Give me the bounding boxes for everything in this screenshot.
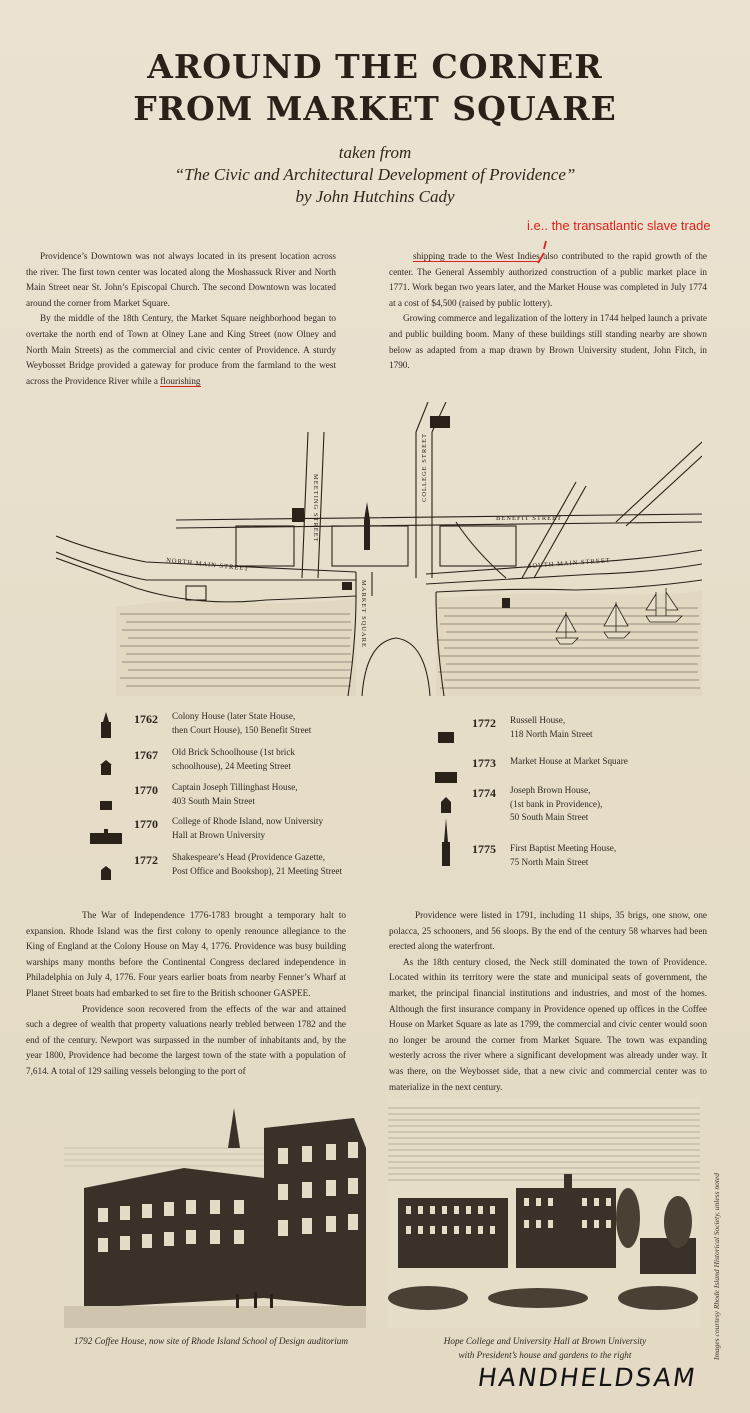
intro-left-paragraph-1: Providence’s Downtown was not always located in its present location across the river. The first town center was located along the Moshassuck River and North Main Street near St. John’s Episcopal Church. The second Downtown was located around the corner from Market Square. <box>26 251 336 308</box>
house-icon <box>88 781 124 811</box>
subtitle <box>0 142 750 208</box>
college-icon <box>88 815 124 845</box>
schoolhouse-icon <box>88 746 124 776</box>
intro-left-column <box>26 249 336 389</box>
image-credit <box>700 1160 721 1360</box>
legend-text <box>172 781 298 808</box>
mansion-icon <box>428 714 464 744</box>
legend-year: 1774 <box>472 786 496 800</box>
body-left-paragraph-1: The War of Independence 1776-1783 brought a temporary halt to expansion. Rhode Island was the first colony to openly renounce allegiance to the King of England at the Colony House on May 4, 1776. Providence was busy building warships many months before the Continental Congress declared independence in Philadelphia on July 4, 1776. Four years earlier boats from nearby Fenner’s Wharf at Planet Street boats had embarked to set fire to the British schooner GASPEE. <box>26 910 346 998</box>
legend-year: 1770 <box>134 817 158 831</box>
legend-text <box>172 851 342 878</box>
legend-text <box>510 842 616 869</box>
body-right-paragraph-1: Providence were listed in 1791, including 11 ships, 35 brigs, one snow, one polacca, 25 schooners, and 56 sloops. By the end of the century 58 wharves had been erected along the waterfront. <box>389 910 707 952</box>
coffee-house-caption: 1792 Coffee House, now site of Rhode Island School of Design auditorium <box>73 1336 349 1346</box>
handwritten-signature: HANDHELDSAM <box>475 1363 699 1392</box>
south-main-street-label: SOUTH MAIN STREET <box>527 557 612 570</box>
legend-text-line: (1st bank in Providence), <box>510 798 603 809</box>
legend-text-line: Post Office and Bookshop), 21 Meeting Street <box>172 865 343 876</box>
legend-item <box>88 851 342 881</box>
flourishing-underlined: flourishing <box>160 375 201 386</box>
legend-text-line: schoolhouse), 24 Meeting Street <box>172 760 291 771</box>
legend-text-line: 118 North Main Street <box>510 728 593 739</box>
legend-item <box>88 746 295 776</box>
legend-text-line: then Court House), 150 Benefit Street <box>172 724 312 735</box>
legend-text-line: Joseph Brown House, <box>510 785 591 795</box>
page-title <box>0 46 750 130</box>
title-line-2: FROM MARKET SQUARE <box>133 89 617 128</box>
legend-item <box>88 710 311 740</box>
legend-year: 1773 <box>472 756 496 770</box>
body-right-column <box>389 908 707 1095</box>
college-street-label: COLLEGE STREET <box>421 432 428 502</box>
title-line-1: AROUND THE CORNER <box>147 47 603 86</box>
slave-trade-annotation: i.e.. the transatlantic slave trade <box>527 218 711 233</box>
legend-text-line: Market House at Market Square <box>510 756 628 766</box>
legend-text <box>172 815 323 842</box>
subtitle-line-2: “The Civic and Architectural Development of Providence” <box>174 165 576 184</box>
university-hall-caption <box>400 1334 690 1362</box>
legend-year: 1772 <box>472 716 496 730</box>
legend-year: 1767 <box>134 748 158 762</box>
body-left-column <box>26 908 346 1080</box>
meeting-street-label: MEETING STREET <box>312 474 319 543</box>
intro-left-paragraph-2-text: By the middle of the 18th Century, the Market Square neighborhood began to overtake the north end of Town at Olney Lane and King Street (now Olney and North Main Streets) as the commercial and civic center of Providence. A sturdy Weybosset Bridge provided a gateway for produce from the farmland to the west across the Providence River while a <box>26 313 336 386</box>
bank-house-icon <box>428 784 464 814</box>
legend-item <box>428 714 593 744</box>
university-hall-caption-line-1: Hope College and University Hall at Brown University <box>443 1336 647 1346</box>
legend-text-line: 75 North Main Street <box>510 856 589 867</box>
legend-text <box>172 746 295 773</box>
legend-text-line: Hall at Brown University <box>172 829 266 840</box>
north-main-street-label: NORTH MAIN STREET <box>165 557 250 573</box>
legend-item <box>428 818 616 869</box>
intro-right-paragraph-2: Growing commerce and legalization of the lottery in 1744 helped launch a private and public building boom. Many of these buildings still standing nearby are shown below as adapted from a map drawn by Brown University student, John Fitch, in 1790. <box>389 313 707 371</box>
legend-year: 1762 <box>134 712 158 726</box>
legend-text <box>510 755 628 769</box>
map-building-icon <box>430 416 450 428</box>
shop-icon <box>88 851 124 881</box>
legend-text <box>172 710 311 737</box>
benefit-street-label: BENEFIT STREET <box>496 515 563 522</box>
subtitle-line-1: taken from <box>338 143 412 162</box>
state-house-icon <box>88 710 124 740</box>
image-credit-text: Images courtesy Rhode Island Historical Society, unless noted <box>712 1172 721 1360</box>
body-left-paragraph-2: Providence soon recovered from the effects of the war and attained such a degree of wealth that property valuations nearly trebled between 1782 and the end of the century. Newport was surpassed in the number of inhabitants and, by the year 1800, Providence had become the largest town of the state with a population of 7,614. A total of 129 sailing vessels belonging to the port of <box>26 1003 346 1076</box>
intro-right-column <box>389 249 707 374</box>
legend-year: 1775 <box>472 842 496 856</box>
university-hall-engraving <box>388 1098 700 1328</box>
legend-item <box>88 781 298 811</box>
steeple-icon <box>428 818 464 868</box>
legend-text-line: 403 South Main Street <box>172 795 255 806</box>
legend-text-line: College of Rhode Island, now University <box>172 816 324 826</box>
market-square-label: MARKET SQUARE <box>360 580 367 648</box>
intro-left-paragraph-2 <box>26 311 336 389</box>
red-annotation-mark <box>534 239 552 267</box>
legend-text-line: Old Brick Schoolhouse (1st brick <box>172 747 295 757</box>
legend-text-line: Shakespeare’s Head (Providence Gazette, <box>172 852 326 862</box>
shipping-trade-underlined: shipping trade to the West Indies <box>413 251 540 261</box>
university-hall-caption-line-2: with President’s house and gardens to the right <box>458 1350 632 1360</box>
market-house-icon <box>428 754 464 784</box>
legend-text-line: Colony House (later State House, <box>172 711 296 721</box>
legend-item <box>88 815 323 845</box>
subtitle-line-3: by John Hutchins Cady <box>295 187 455 206</box>
fitch-map-1790 <box>56 402 702 696</box>
legend-year: 1770 <box>134 783 158 797</box>
legend-text-line: First Baptist Meeting House, <box>510 843 617 853</box>
legend-text-line: Russell House, <box>510 715 566 725</box>
coffee-house-engraving <box>64 1108 366 1328</box>
intro-right-paragraph-1-text: also contributed to the rapid growth of the center. The General Assembly authorized construction of a public market place in 1771. Work began two years later, and the Market House was completed in July 1774 at a cost of $4,500 (raised by public lottery). <box>389 251 707 308</box>
body-right-paragraph-2: As the 18th century closed, the Neck still dominated the town of Providence. Located within its territory were the state and municipal seats of government, the market, the principal financial institutions and industries, and most of the homes. Although the first insurance company in Providence opened up offices in the Coffee House on Market Square as late as 1799, the commercial and civic center would soon no longer be around the corner from Market Square. The town was expanding westerly across the river where a significant development was already under way. It was there, on the Weybosset side, that a new civic and commercial center was to materialize in the next century. <box>389 956 707 1092</box>
legend-text <box>510 714 593 741</box>
legend-year: 1772 <box>134 853 158 867</box>
legend-text-line: 50 South Main Street <box>510 812 589 823</box>
legend-item <box>428 754 628 784</box>
legend-text-line: Captain Joseph Tillinghast House, <box>172 782 298 792</box>
